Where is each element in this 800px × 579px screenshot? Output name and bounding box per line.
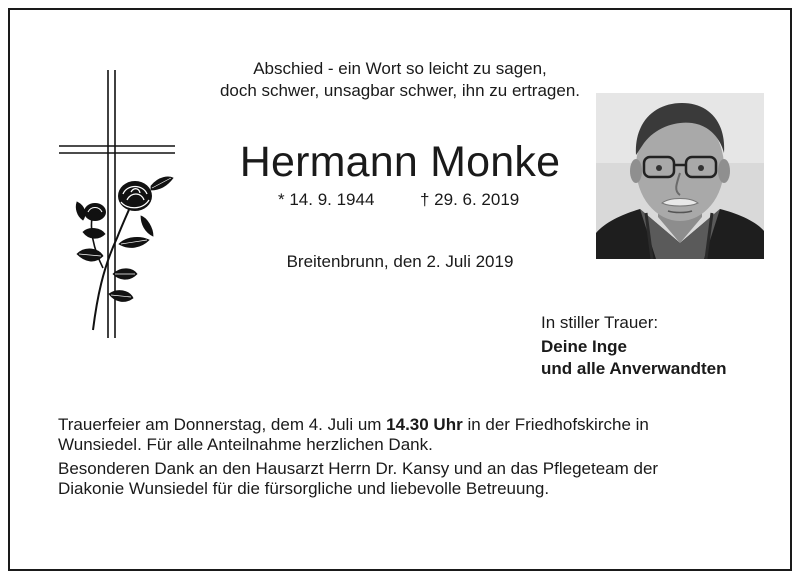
- cross-with-rose-icon: [55, 68, 180, 340]
- funeral-text-end: in der Friedhofskirche in: [462, 415, 649, 434]
- quote-line-1: Abschied - ein Wort so leicht zu sagen,: [253, 59, 547, 78]
- portrait-photo: [596, 93, 764, 259]
- mourners-line-1: Deine Inge: [541, 337, 627, 356]
- mourners-block: [541, 312, 726, 380]
- funeral-time: 14.30 Uhr: [386, 415, 463, 434]
- funeral-line-1: [58, 415, 758, 435]
- notice-body: [58, 415, 758, 503]
- farewell-quote: [150, 58, 650, 102]
- thanks-line-1: Besonderen Dank an den Hausarzt Herrn Dr. Kansy und an das Pflegeteam der: [58, 459, 659, 478]
- quote-line-2: doch schwer, unsagbar schwer, ihn zu ertragen.: [219, 81, 581, 100]
- mourners-line-2: und alle Anverwandten: [541, 359, 727, 378]
- funeral-paragraph: [58, 415, 758, 455]
- thanks-paragraph: [58, 459, 758, 499]
- funeral-text-start: Trauerfeier am Donnerstag, dem 4. Juli um: [58, 415, 387, 434]
- birth-date: * 14. 9. 1944: [278, 190, 375, 209]
- death-date: † 29. 6. 2019: [420, 190, 520, 209]
- place-and-date: Breitenbrunn, den 2. Juli 2019: [286, 252, 514, 271]
- deceased-name: Hermann Monke: [239, 138, 561, 186]
- funeral-line-2: Wunsiedel. Für alle Anteilnahme herzlichen Dank.: [58, 435, 433, 454]
- mourners-intro: In stiller Trauer:: [541, 313, 659, 332]
- thanks-line-2: Diakonie Wunsiedel für die fürsorgliche und liebevolle Betreuung.: [58, 479, 550, 498]
